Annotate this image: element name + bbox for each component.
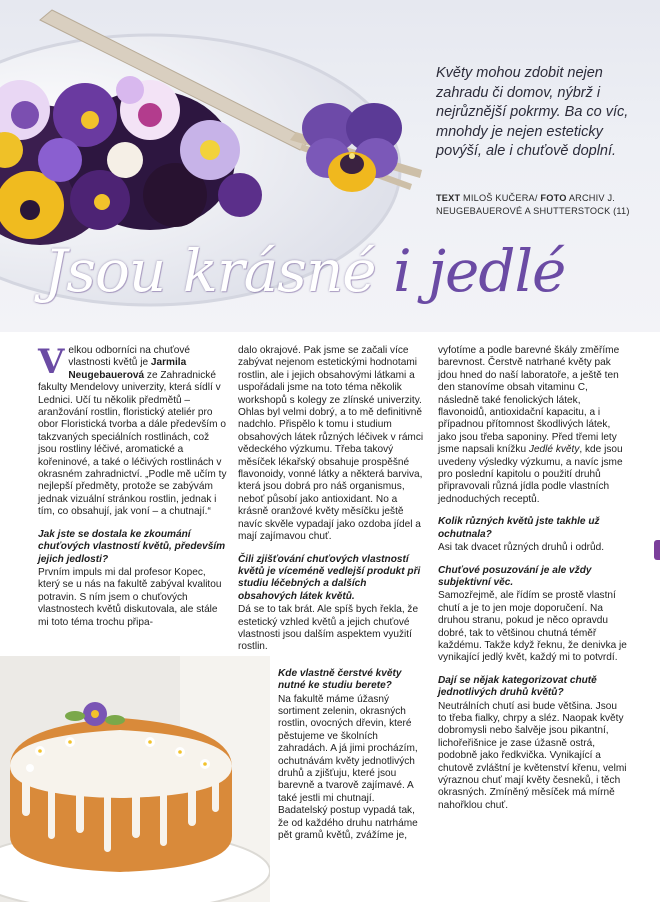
credit-text-label: TEXT	[436, 193, 461, 203]
article-column-3	[438, 345, 628, 812]
credit-line	[436, 192, 656, 218]
page-title	[44, 236, 565, 306]
dropcap: V	[38, 342, 65, 382]
interviewee-name: Jarmila Neugebauerová	[68, 357, 187, 381]
answer-1: Prvním impuls mi dal profesor Kopec, který se u nás na fakultě zabýval kvalitou potravin. S ním jsem o chuťových vlastnostech květů diskutovala, ale stále mi toto téma trochu připa-	[38, 566, 222, 628]
question-1: Jak jste se dostala ke zkoumání chuťových vlastností květů, především jejich jedlosti?	[38, 528, 226, 565]
credit-photo-label: FOTO	[540, 193, 567, 203]
answer-1-continued: dalo okrajové. Pak jsme se začali více zabývat nejenom estetickými hodnotami rostlin, ale i jejich obsahovými látkami a uspořádali jsme na toto téma několik workshopů s kolegy ze zlínské univerzity. Ohlas byl velmi dobrý, a to mě definitivně nadchlo. Přispělo k tomu i studium obsahových látek různých léčivek v rámci vědeckého výzkumu. Třeba takový měsíček lékařský obsahuje prospěšné flavonoidy, vonné látky a některá barviva, která jsou dobrá pro náš organismus, neboť působí jako antioxidant. No a krásně oranžové květy měsíčku ještě navíc skvěle vypadají jako ozdoba jídel a mají zajímavou chuť.	[238, 345, 424, 543]
hero-section	[0, 0, 660, 332]
answer-6: Neutrálních chutí asi bude většina. Jsou to třeba fialky, chrpy a sléz. Naopak květy dobromysli nebo šalvěje jsou pikantní, lichořeřišnice je zase úžasně ostrá, podobně jako ředkvička. Vynikající a chutově zvláštní je květenství křenu, velmi výraznou chuť mají květy česneků, i těch okrasných. Zmíněný měsíček má mírně nahořklou chuť.	[438, 700, 627, 811]
lead-paragraph: Květy mohou zdobit nejen zahradu či domov, nýbrž i nejrůznější pokrmy. Ba co víc, mnohdy je nejen esteticky povýší, ale i chuťově doplní.	[436, 65, 629, 159]
cake-photo	[0, 656, 270, 902]
question-3: Kde vlastně čerstvé květy nutné ke studiu berete?	[278, 667, 402, 692]
page-title-part-2: i jedlé	[393, 237, 566, 305]
intro-text-1: elkou odborníci na chuťové vlastnosti květů je	[68, 345, 191, 369]
question-6: Dají se nějak kategorizovat chutě jednotlivých druhů květů?	[438, 674, 597, 699]
answer-3: Na fakultě máme úžasný sortiment zelenin, okrasných rostlin, ovocných dřevin, které pěstujeme ve školních zahradách. A já jimi procházím, ochutnávám květy jednotlivých druhů a zjišťuju, které jsou barevně a tvarově zajímavé. A také jestli mi chutnají. Badatelský postup vypadá tak, že od každého druhu natrháme pět gramů květů, zvážíme je,	[278, 693, 418, 842]
answer-2: Dá se to tak brát. Ale spíš bych řekla, že estetický vzhled květů a jejich chuťové vlastnosti jsou dalším aspektem využití rostlin.	[238, 604, 419, 653]
intro-paragraph	[38, 342, 230, 519]
credit-photo: ARCHIV J. NEUGEBAUEROVÉ A SHUTTERSTOCK (11)	[436, 193, 630, 216]
answer-5: Samozřejmě, ale řídím se prostě vlastní chutí a je to jen moje doporučení. Na druhou stranu, pokud je něco opravdu dobré, tak to většinou chutná téměř každému. Takže když řeknu, že denivka je vynikající jedlý květ, každý mi to potvrdí.	[438, 590, 627, 664]
article-column-1	[38, 342, 230, 629]
intro-text-2: ze Zahradnické fakulty Mendelovy univerzity, která sídlí v Lednici. Učí tu několik předmětů – aranžování rostlin, floristický ateliér pro obor Floristická tvorba a dále především o takzvaných speciálních rostlinách, což jsou rostliny léčivé, aromatické a kořeninové, a také o léčivých rostlinách v okrasném zahradnictví. „Podle mě učím ty nejlepší předměty, protože se zabývám jednak vizuální stránkou rostlin, jednak i tím, co obsahují, jak voní – a chutnají.“	[38, 369, 227, 518]
book-title: Jedlé květy	[528, 444, 580, 456]
answer-4: Asi tak dvacet různých druhů i odrůd.	[438, 542, 605, 554]
answer-3-continued	[438, 345, 628, 506]
question-2: Čili zjišťování chuťových vlastností květů je víceméně vedlejší produkt při studiu léčebných a dalších obsahových látek květů.	[238, 553, 421, 602]
question-4: Kolik různých květů jste takhle už ochutnala?	[438, 516, 600, 540]
answer-3-continued-text-2: , kde jsou uvedeny výsledky výzkumu, a navíc jsme pro poslední kapitolu o použití druhů připravovali různá jídla podle vlastních jednoduchých receptů.	[438, 444, 623, 505]
page-edge-tab	[654, 540, 660, 560]
question-5: Chuťové posuzování je ale vždy subjektivní věc.	[438, 564, 592, 588]
credit-author: MILOŠ KUČERA/	[463, 193, 538, 203]
page-title-part-1: Jsou krásné	[44, 237, 376, 305]
answer-3-continued-text-1: vyfotíme a podle barevné škály změříme barevnost. Čerstvě natrhané květy pak jdou hned do naší laboratoře, a ještě ten den stanovíme obsah vitaminu C, následně také fenolických látek, flavonoidů, antioxidační kapacitu, a i případnou přítomnost škodlivých látek, jako jsou třeba saponiny. Před třemi lety jsme napsali knížku	[438, 345, 620, 456]
